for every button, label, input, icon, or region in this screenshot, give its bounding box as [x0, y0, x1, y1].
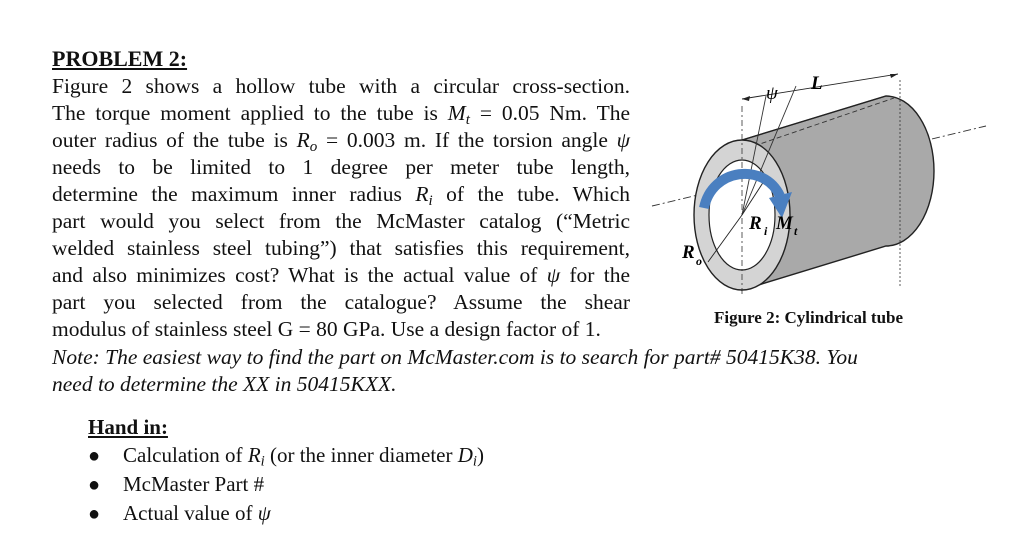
ro-subscript: o [696, 254, 702, 268]
figure-caption: Figure 2: Cylindrical tube [714, 308, 904, 327]
hand-in-title: Hand in: [88, 415, 168, 439]
text-span: ) [477, 443, 484, 467]
var-D: D [457, 443, 473, 467]
text-span: = 0.05 Nm. The [469, 101, 630, 125]
var-sub: i [260, 453, 265, 470]
var-R: R [296, 128, 310, 152]
var-psi: ψ [546, 263, 561, 287]
var-sub: o [309, 138, 318, 155]
paragraph-line [52, 127, 630, 154]
var-psi: ψ [257, 501, 271, 525]
text-span: Actual value of [123, 501, 258, 525]
var-sub: i [472, 453, 477, 470]
hand-in-item [88, 500, 271, 527]
text-span: (or the inner diameter [264, 443, 458, 467]
length-label: L [811, 73, 823, 94]
paragraph-line [52, 181, 630, 208]
note-line: need to determine the XX in 50415KXX. [52, 372, 397, 396]
ri-label: R [749, 213, 762, 234]
mt-label: M [776, 213, 793, 234]
text-span: determine the maximum inner radius [52, 182, 416, 206]
paragraph-line [52, 262, 630, 289]
paragraph-line: welded stainless steel tubing”) that satisfies this requirement, [52, 236, 630, 260]
text-span: = 0.003 m. If the torsion angle [317, 128, 617, 152]
ri-subscript: i [764, 224, 768, 238]
text-span: outer radius of the tube is [52, 128, 297, 152]
text-span: Calculation of [123, 443, 248, 467]
bullet-icon: ● [88, 474, 101, 496]
paragraph-line: modulus of stainless steel G = 80 GPa. Use a design factor of 1. [52, 317, 601, 341]
hand-in-item [88, 471, 264, 498]
text-span: for the [560, 263, 630, 287]
var-R: R [415, 182, 429, 206]
var-sub: i [428, 192, 433, 209]
var-M: M [447, 101, 466, 125]
paragraph-line: part you selected from the catalogue? Assume the shear [52, 290, 630, 314]
text-span: McMaster Part # [123, 472, 265, 496]
text-span: The torque moment applied to the tube is [52, 101, 448, 125]
paragraph-line: needs to be limited to 1 degree per meter tube length, [52, 155, 630, 179]
bullet-icon: ● [88, 445, 101, 467]
mt-subscript: t [794, 224, 798, 238]
paragraph-line [52, 100, 630, 127]
var-psi: ψ [616, 128, 630, 152]
note-line: Note: The easiest way to find the part on McMaster.com is to search for part# 50415K38. You [52, 345, 858, 369]
var-R: R [247, 443, 261, 467]
text-span: of the tube. Which [432, 182, 630, 206]
arrow-head [890, 74, 898, 78]
paragraph-line: part would you select from the McMaster catalog (“Metric [52, 209, 630, 233]
problem-title: PROBLEM 2: [52, 46, 188, 71]
cylindrical-tube-figure [646, 66, 992, 300]
var-sub: t [465, 111, 470, 128]
ro-label: R [682, 242, 695, 263]
hand-in-item [88, 442, 484, 469]
bullet-icon: ● [88, 503, 101, 525]
paragraph-line: Figure 2 shows a hollow tube with a circular cross-section. [52, 74, 630, 98]
psi-label: ψ [766, 83, 778, 104]
text-span: and also minimizes cost? What is the actual value of [52, 263, 547, 287]
